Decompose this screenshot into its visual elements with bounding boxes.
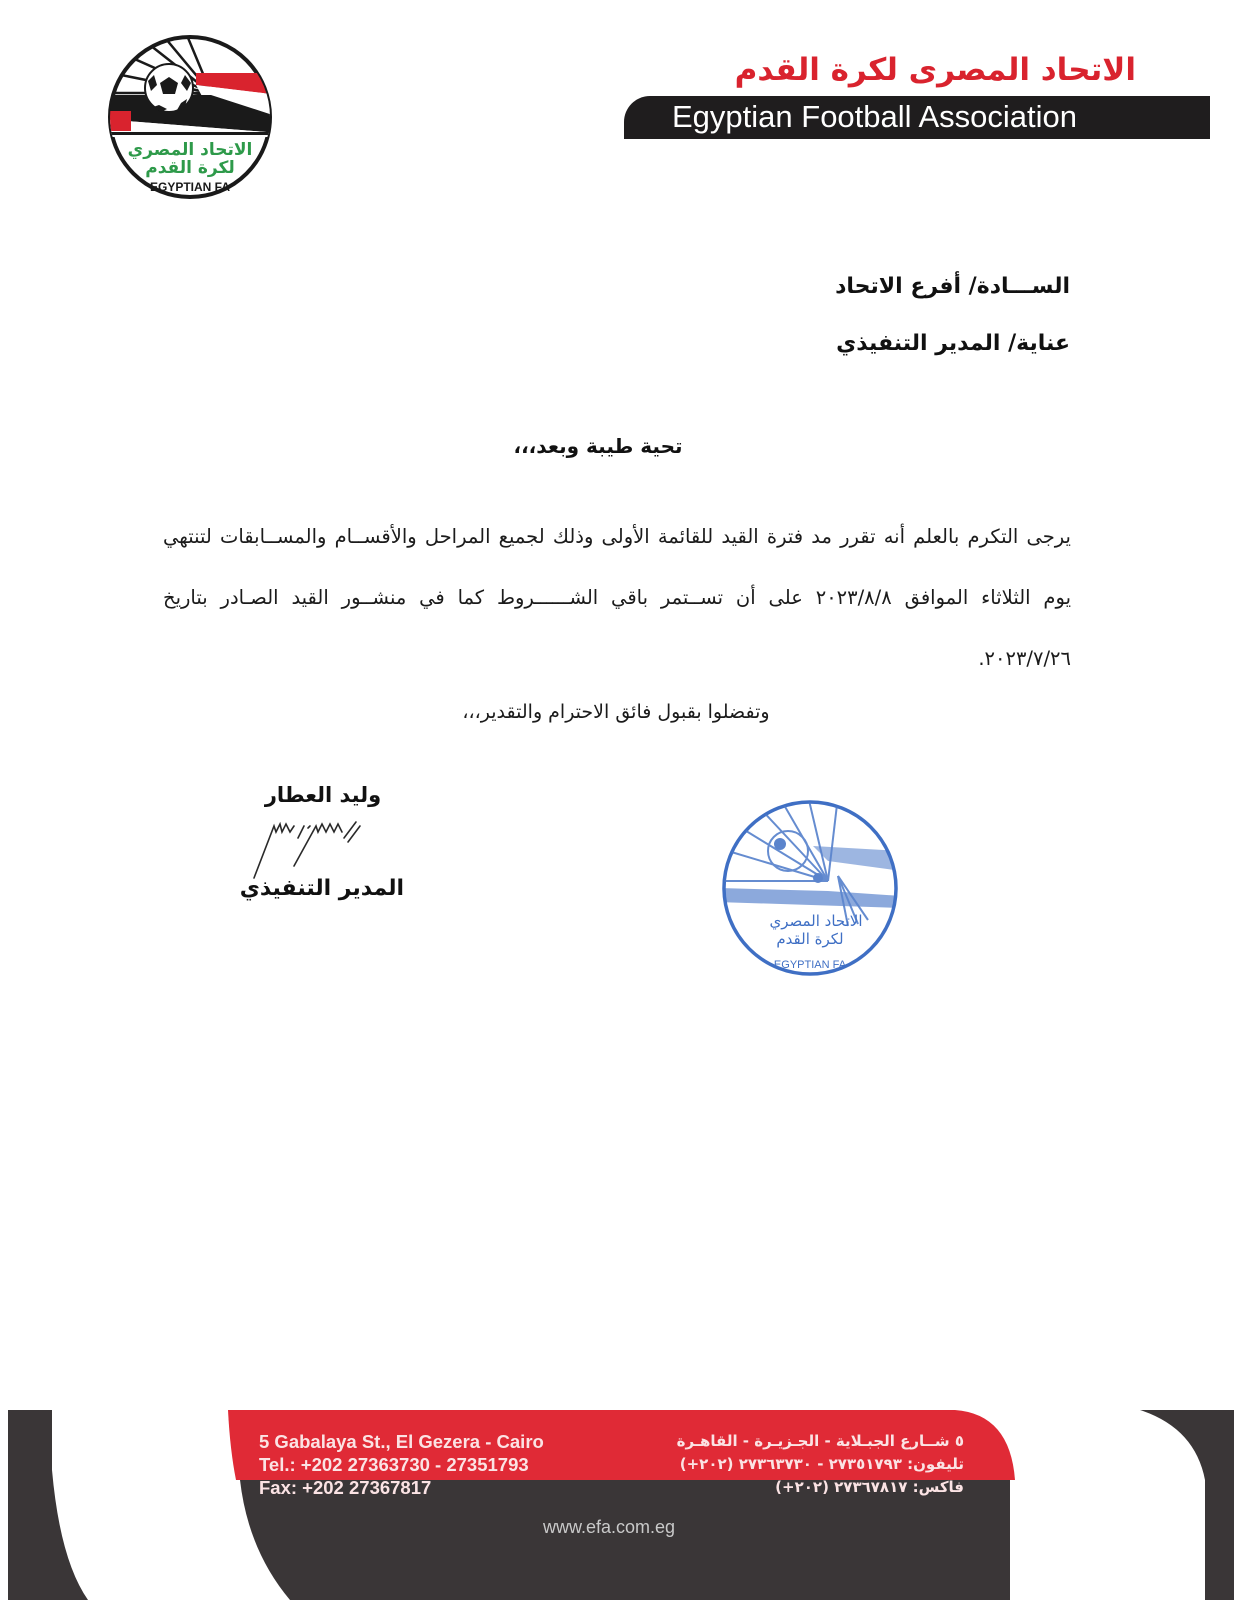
footer-tel-ar: تليفون: ٢٧٣٥١٧٩٣ - ٢٧٣٦٣٧٣٠ (٢٠٢+)	[679, 1455, 964, 1473]
footer-tel-en: Tel.: +202 27363730 - 27351793	[259, 1454, 529, 1475]
footer-website-link[interactable]: www.efa.com.eg	[543, 1517, 676, 1537]
svg-text:EGYPTIAN FA: EGYPTIAN FA	[773, 959, 847, 971]
signatory-title: المدير التنفيذي	[239, 876, 404, 901]
addressee-line-2: عناية/ المدير التنفيذي	[836, 331, 1070, 356]
footer-address-english	[259, 1430, 544, 1499]
svg-text:الاتحاد المصري: الاتحاد المصري	[127, 140, 253, 160]
football-icon	[145, 64, 193, 112]
footer-street-ar: ٥ شــارع الجبـلاية - الجـزيـرة - القاهـرة	[676, 1432, 964, 1450]
signatory-name: وليد العطار	[264, 783, 382, 807]
official-stamp-icon	[718, 796, 902, 980]
letter-body: يرجى التكرم بالعلم أنه تقرر مد فترة القيد للقائمة الأولى وذلك لجميع المراحل والأقســام والمســابقات لتنتهي يوم الثلاثاء الموافق ٢٠٢٣/٨/٨ على أن تســتمر باقي الشــــــروط كما في منشــور القيد الصـادر بتاريخ ٢٠٢٣/٧/٢٦.	[163, 525, 1071, 670]
footer-street-en: 5 Gabalaya St., El Gezera - Cairo	[259, 1431, 544, 1452]
brand-title-english: Egyptian Football Association	[672, 99, 1077, 134]
efa-logo-emblem	[101, 33, 279, 201]
footer-fax-ar: فاكس: ٢٧٣٦٧٨١٧ (٢٠٢+)	[775, 1478, 964, 1496]
handwritten-signature-icon	[246, 818, 376, 880]
brand-title-arabic: الاتحاد المصرى لكرة القدم	[734, 52, 1136, 88]
svg-text:لكرة القدم: لكرة القدم	[776, 930, 844, 948]
closing-line: وتفضلوا بقبول فائق الاحترام والتقدير،،،	[462, 701, 770, 723]
addressee-line-1: الســـادة/ أفرع الاتحاد	[835, 274, 1070, 299]
svg-text:EGYPTIAN FA: EGYPTIAN FA	[149, 180, 231, 194]
footer-address-arabic	[677, 1430, 964, 1499]
footer-band	[0, 1410, 1236, 1600]
footer-fax-en: Fax: +202 27367817	[259, 1477, 432, 1498]
svg-text:الاتحاد المصري: الاتحاد المصري	[769, 912, 863, 930]
greeting: تحية طيبة وبعد،،،	[513, 434, 683, 458]
svg-text:لكرة القدم: لكرة القدم	[145, 158, 235, 178]
